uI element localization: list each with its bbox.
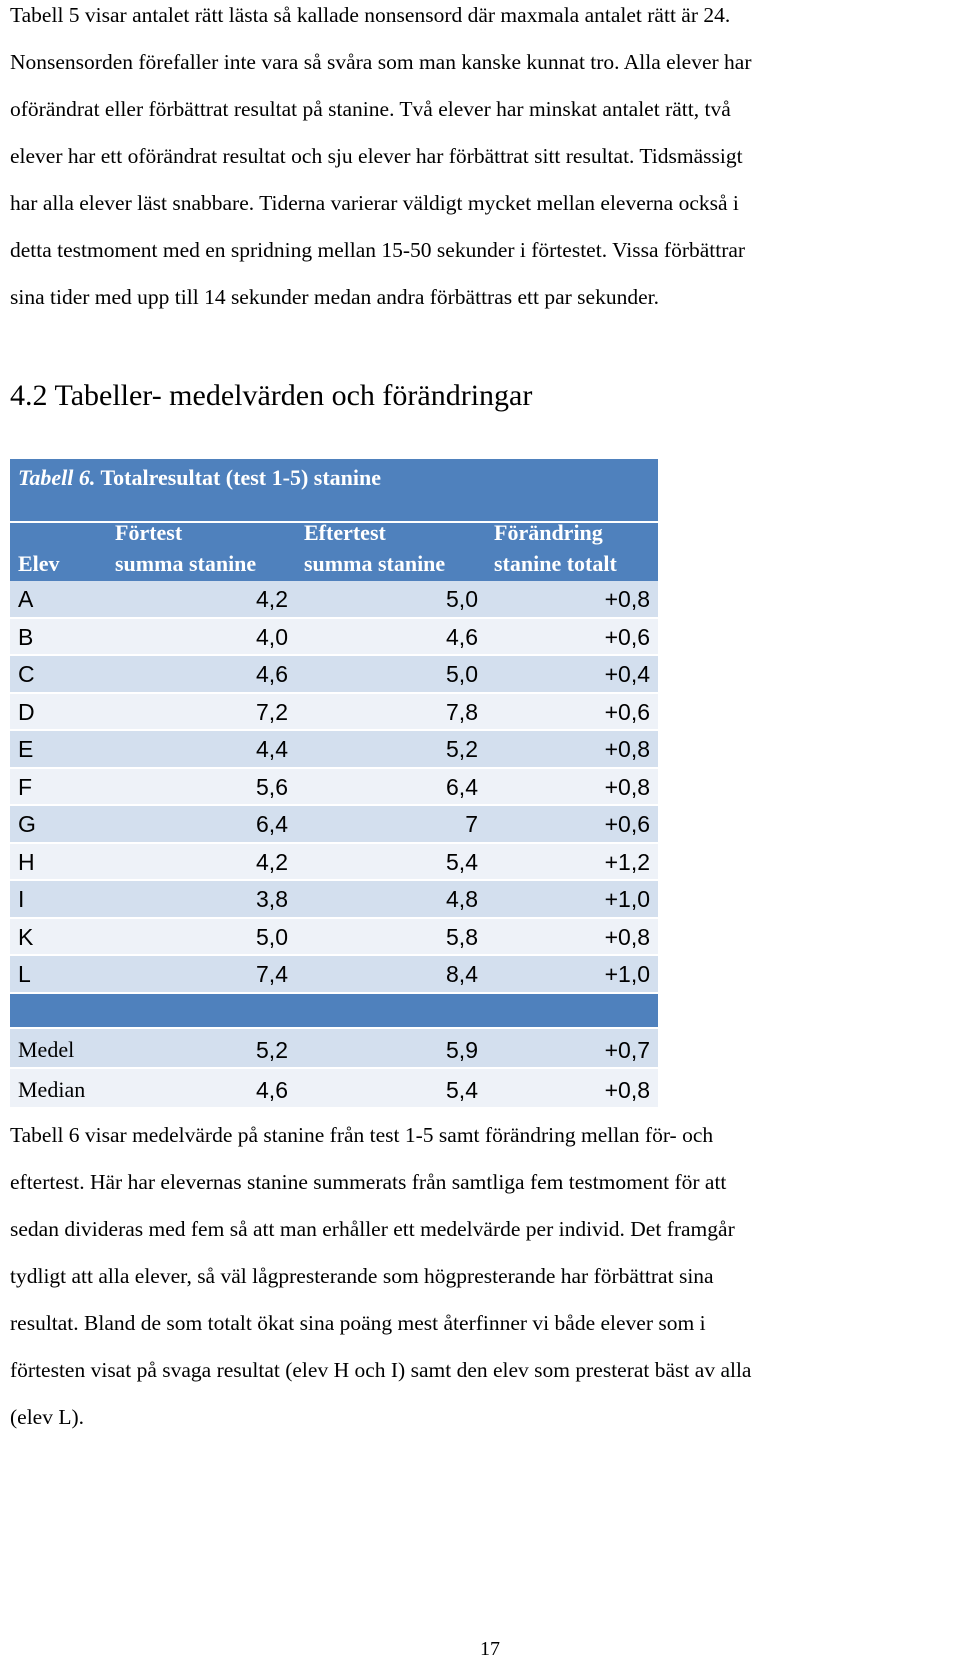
header-elev: Elev bbox=[18, 551, 60, 576]
cell-forandring: +0,6 bbox=[604, 811, 650, 837]
cell-elev: B bbox=[18, 623, 34, 650]
cell-eftertest: 5,0 bbox=[446, 661, 478, 687]
text-line: (elev L). bbox=[10, 1405, 85, 1429]
cell-elev: Median bbox=[18, 1076, 86, 1102]
table-row bbox=[10, 881, 658, 919]
cell-forandring: +1,0 bbox=[604, 961, 650, 987]
text-line: oförändrat eller förbättrat resultat på stanine. Två elever har minskat antalet rätt, två bbox=[10, 97, 731, 121]
cell-forandring: +0,8 bbox=[604, 736, 650, 762]
cell-elev: Medel bbox=[18, 1036, 75, 1062]
table-row bbox=[10, 1029, 658, 1069]
cell-eftertest: 8,4 bbox=[446, 961, 478, 987]
cell-fortest: 4,2 bbox=[256, 848, 288, 875]
table-row bbox=[10, 844, 658, 882]
text-line: elever har ett oförändrat resultat och sju elever har förbättrat sitt resultat. Tidsmässigt bbox=[10, 144, 743, 168]
table-header-row bbox=[10, 520, 658, 581]
cell-eftertest: 5,4 bbox=[446, 1076, 478, 1103]
cell-eftertest: 4,8 bbox=[446, 886, 478, 912]
cell-forandring: +0,8 bbox=[604, 773, 650, 800]
table-row bbox=[10, 731, 658, 769]
cell-fortest: 5,2 bbox=[256, 1036, 288, 1063]
cell-elev: K bbox=[18, 923, 34, 950]
table-body bbox=[10, 581, 658, 994]
cell-eftertest: 7,8 bbox=[446, 698, 478, 725]
text-line: eftertest. Här har elevernas stanine summerats från samtliga fem testmoment för att bbox=[10, 1170, 727, 1194]
cell-fortest: 6,4 bbox=[256, 811, 288, 837]
cell-elev: E bbox=[18, 736, 34, 762]
cell-forandring: +0,6 bbox=[604, 698, 650, 725]
table-row bbox=[10, 694, 658, 732]
header-eftertest: Eftertest summa stanine bbox=[304, 520, 446, 576]
caption-text: Totalresultat (test 1-5) stanine bbox=[95, 465, 382, 490]
text-line: tydligt att alla elever, så väl lågpresterande som högpresterande har förbättrat sina bbox=[10, 1264, 714, 1288]
text-line: sina tider med upp till 14 sekunder medan andra förbättras ett par sekunder. bbox=[10, 285, 659, 309]
section-heading: 4.2 Tabeller- medelvärden och förändringar bbox=[10, 379, 533, 412]
text-line: har alla elever läst snabbare. Tiderna varierar väldigt mycket mellan eleverna också i bbox=[10, 191, 739, 215]
cell-forandring: +1,0 bbox=[604, 886, 650, 912]
cell-elev: A bbox=[18, 586, 34, 612]
cell-forandring: +0,7 bbox=[604, 1036, 650, 1063]
table-row bbox=[10, 956, 658, 994]
text-line: resultat. Bland de som totalt ökat sina poäng mest återfinner vi både elever som i bbox=[10, 1311, 706, 1335]
cell-eftertest: 4,6 bbox=[446, 623, 478, 650]
text-line: Nonsensorden förefaller inte vara så svåra som man kanske kunnat tro. Alla elever har bbox=[10, 50, 752, 74]
caption-label: Tabell 6. bbox=[18, 465, 96, 490]
text-line: sedan divideras med fem så att man erhåller ett medelvärde per individ. Det framgår bbox=[10, 1217, 735, 1241]
table-caption bbox=[10, 459, 658, 523]
cell-forandring: +0,8 bbox=[604, 1076, 650, 1103]
cell-fortest: 7,4 bbox=[256, 961, 288, 987]
cell-forandring: +0,8 bbox=[604, 586, 650, 612]
stanine-table bbox=[10, 459, 658, 1109]
text-line: Tabell 6 visar medelvärde på stanine från test 1-5 samt förändring mellan för- och bbox=[10, 1123, 714, 1147]
table-row bbox=[10, 1069, 658, 1109]
text-line: Tabell 5 visar antalet rätt lästa så kallade nonsensord där maxmala antalet rätt är 24. bbox=[10, 3, 731, 27]
cell-eftertest: 6,4 bbox=[446, 773, 478, 800]
table-row bbox=[10, 581, 658, 619]
cell-elev: D bbox=[18, 698, 35, 725]
cell-elev: C bbox=[18, 661, 35, 687]
cell-fortest: 5,6 bbox=[256, 773, 288, 800]
table-separator-band bbox=[10, 994, 658, 1029]
table-row bbox=[10, 806, 658, 844]
cell-fortest: 5,0 bbox=[256, 923, 288, 950]
header-fortest: Förtest summa stanine bbox=[115, 520, 257, 576]
cell-eftertest: 5,0 bbox=[446, 586, 478, 612]
cell-eftertest: 7 bbox=[465, 811, 478, 837]
cell-forandring: +0,6 bbox=[604, 623, 650, 650]
cell-fortest: 4,2 bbox=[256, 586, 288, 612]
cell-fortest: 3,8 bbox=[256, 886, 288, 912]
cell-eftertest: 5,2 bbox=[446, 736, 478, 762]
table-summary bbox=[10, 1029, 658, 1109]
cell-fortest: 4,6 bbox=[256, 1076, 288, 1103]
cell-eftertest: 5,8 bbox=[446, 923, 478, 950]
cell-elev: L bbox=[18, 961, 31, 987]
header-forandring: Förändring stanine totalt bbox=[494, 520, 617, 576]
table-row bbox=[10, 656, 658, 694]
table-row bbox=[10, 919, 658, 957]
cell-forandring: +1,2 bbox=[604, 848, 650, 875]
text-line: förtesten visat på svaga resultat (elev H och I) samt den elev som presterat bäst av alla bbox=[10, 1358, 752, 1382]
cell-elev: F bbox=[18, 773, 33, 800]
cell-fortest: 4,0 bbox=[256, 623, 288, 650]
cell-elev: H bbox=[18, 848, 35, 875]
table-row bbox=[10, 619, 658, 657]
cell-fortest: 4,6 bbox=[256, 661, 288, 687]
outro-paragraph bbox=[10, 1112, 945, 1441]
table-row bbox=[10, 769, 658, 807]
cell-elev: I bbox=[18, 886, 25, 912]
cell-forandring: +0,4 bbox=[604, 661, 650, 687]
text-line: detta testmoment med en spridning mellan 15-50 sekunder i förtestet. Vissa förbättrar bbox=[10, 238, 746, 262]
cell-fortest: 4,4 bbox=[256, 736, 288, 762]
cell-eftertest: 5,4 bbox=[446, 848, 478, 875]
cell-forandring: +0,8 bbox=[604, 923, 650, 950]
page-number: 17 bbox=[480, 1638, 500, 1660]
cell-elev: G bbox=[18, 811, 36, 837]
cell-eftertest: 5,9 bbox=[446, 1036, 478, 1063]
cell-fortest: 7,2 bbox=[256, 698, 288, 725]
intro-paragraph bbox=[10, 0, 945, 321]
